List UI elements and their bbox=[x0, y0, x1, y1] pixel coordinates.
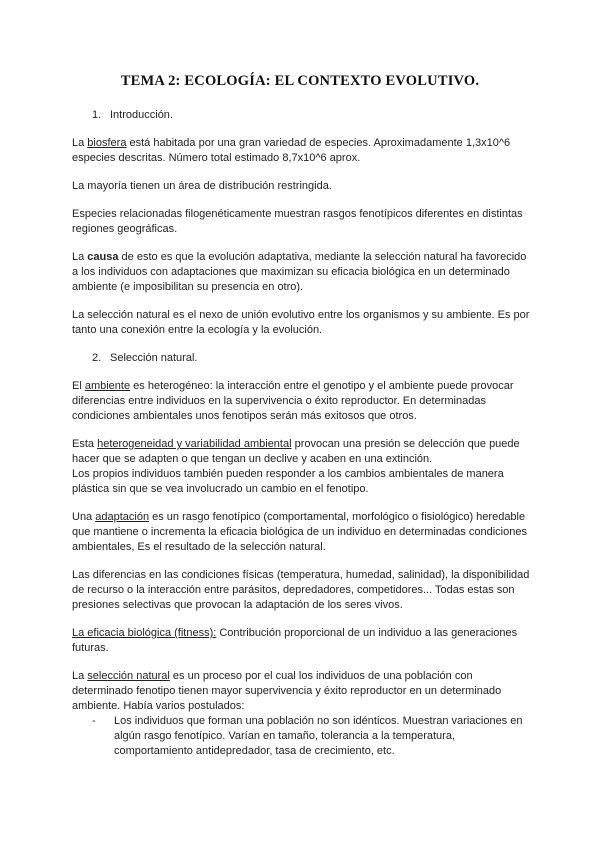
text-run: Los propios individuos también pueden responder a los cambios ambientales de manera plástica sin que se vea involucrado un cambio en el fenotipo. bbox=[72, 468, 504, 495]
section-number: 1. bbox=[92, 109, 102, 121]
section-heading-intro bbox=[92, 108, 532, 123]
text-run: El bbox=[72, 380, 85, 392]
text-run: Contribución proporcional de un individuo a las generaciones futuras. bbox=[72, 627, 518, 654]
underlined-term: adaptación bbox=[95, 511, 150, 523]
underlined-term: ambiente bbox=[84, 380, 131, 392]
paragraph-nexo: La selección natural es el nexo de unión evolutivo entre los organismos y su ambiente. Es por tanto una conexión entre la ecología y la evolución. bbox=[72, 309, 530, 336]
paragraph-distribucion: La mayoría tienen un área de distribución restringida. bbox=[72, 180, 332, 192]
paragraph-adaptacion bbox=[72, 510, 532, 555]
document-body bbox=[72, 108, 532, 759]
list-item-text: Los individuos que forman una población no son idénticos. Muestran variaciones en algún rasgo fenotípico. Varían en tamaño, tolerancia a la temperatura, comportamiento antidepredador, tasa de crecimiento, etc. bbox=[114, 715, 523, 757]
text-run: es heterogéneo: la interacción entre el genotipo y el ambiente puede provocar diferencias entre individuos en la supervivencia o éxito reproductor. En determinadas condiciones ambientales unos fenotipos serán más exitosos que otros. bbox=[72, 380, 514, 422]
section-label: Introducción. bbox=[110, 109, 173, 121]
underlined-term: biosfera bbox=[87, 137, 127, 149]
page-title: TEMA 2: ECOLOGÍA: EL CONTEXTO EVOLUTIVO. bbox=[120, 73, 480, 89]
text-run: es un rasgo fenotípico (comportamental, morfológico o fisiológico) heredable que mantiene o incrementa la eficacia biológica de un individuo en determinadas condiciones ambientales, Es el resultado de la selección natural. bbox=[72, 511, 527, 553]
text-run: Esta bbox=[72, 438, 98, 450]
text-run: La bbox=[72, 251, 88, 263]
paragraph-biosfera bbox=[72, 136, 532, 166]
underlined-term: heterogeneidad y variabilidad ambiental bbox=[97, 438, 292, 450]
text-run: provocan una presión se delección que puede hacer que se adapten o que tengan un declive y acaben en una extinción. bbox=[72, 438, 520, 465]
text-run: es un proceso por el cual los individuos de una población con determinado fenotipo tienen mayor supervivencia y éxito reproductor en un determinado ambiente. Había varios postulados: bbox=[72, 670, 502, 712]
bold-term: causa bbox=[87, 251, 119, 263]
underlined-term: selección natural bbox=[87, 670, 170, 682]
section-heading-seleccion bbox=[92, 351, 532, 366]
paragraph-eficacia bbox=[72, 626, 532, 656]
bullet-dash: - bbox=[92, 715, 96, 727]
text-run: de esto es que la evolución adaptativa, mediante la selección natural ha favorecido a los individuos con adaptaciones que maximizan su eficacia biológica en un determinado ambiente (e imposibilitan su presencia en otro). bbox=[72, 251, 527, 293]
text-run: La bbox=[72, 137, 88, 149]
paragraph-condiciones: Las diferencias en las condiciones físicas (temperatura, humedad, salinidad), la disponibilidad de recurso o la interacción entre parásitos, depredadores, competidores... Todas estas son presiones selectivas que provocan la adaptación de los seres vivos. bbox=[72, 569, 530, 611]
paragraph-heterogeneidad bbox=[72, 437, 532, 497]
paragraph-seleccion-natural bbox=[72, 669, 532, 714]
paragraph-causa bbox=[72, 250, 532, 295]
list-item bbox=[72, 714, 532, 759]
text-run: La bbox=[72, 670, 88, 682]
paragraph-ambiente bbox=[72, 379, 532, 424]
text-run: está habitada por una gran variedad de especies. Aproximadamente 1,3x10^6 especies descritas. Número total estimado 8,7x10^6 aprox. bbox=[72, 137, 511, 164]
underlined-term: La eficacia biológica (fitness): bbox=[72, 627, 217, 639]
text-run: Una bbox=[72, 511, 96, 523]
paragraph-filogenia: Especies relacionadas filogenéticamente muestran rasgos fenotípicos diferentes en distintas regiones geográficas. bbox=[72, 208, 523, 235]
section-label: Selección natural. bbox=[110, 352, 198, 364]
section-number: 2. bbox=[92, 352, 102, 364]
